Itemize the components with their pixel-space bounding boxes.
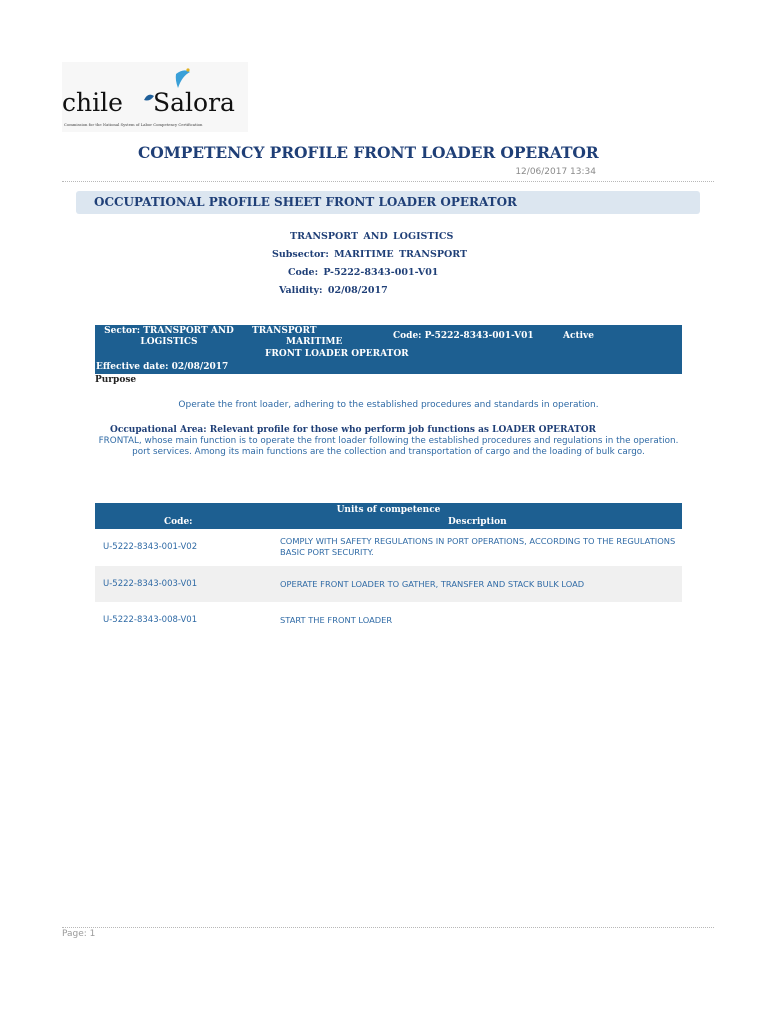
info-code-value: P-5222-8343-001-V01 xyxy=(323,267,439,278)
occupational-area-heading: Occupational Area: Relevant profile for those who perform job functions as LOADER OPERATOR xyxy=(110,425,597,435)
info-validity-value: 02/08/2017 xyxy=(327,285,388,296)
info-subsector-label: Subsector: xyxy=(272,249,329,260)
units-table-title: Units of competence xyxy=(336,505,441,515)
section-heading: OCCUPATIONAL PROFILE SHEET FRONT LOADER OPERATOR xyxy=(94,195,517,209)
units-description-header: Description xyxy=(448,517,507,527)
info-validity-label: Validity: xyxy=(279,285,323,296)
info-sector: TRANSPORT AND LOGISTICS xyxy=(290,231,454,242)
unit-description: START THE FRONT LOADER xyxy=(280,615,393,625)
logo-word-chile: chile xyxy=(62,88,123,117)
banner-sector-line1: Sector: TRANSPORT AND xyxy=(104,326,234,336)
banner-code: Code: P-5222-8343-001-V01 xyxy=(393,331,534,341)
purpose-text: Operate the front loader, adhering to the established procedures and standards in operation. xyxy=(178,400,599,410)
banner-status: Active xyxy=(563,331,594,341)
header-divider xyxy=(62,181,714,182)
purpose-label: Purpose xyxy=(95,375,137,385)
footer-divider xyxy=(62,927,714,928)
banner-profile-name: FRONT LOADER OPERATOR xyxy=(265,349,409,359)
banner-sector xyxy=(100,326,238,348)
unit-code: U-5222-8343-001-V02 xyxy=(103,542,198,552)
unit-description: COMPLY WITH SAFETY REGULATIONS IN PORT OPERATIONS, ACCORDING TO THE REGULATIONS BASIC PORT SECURITY. xyxy=(280,536,676,557)
units-code-header: Code: xyxy=(164,517,193,527)
info-code-label: Code: xyxy=(288,267,319,278)
unit-code: U-5222-8343-008-V01 xyxy=(103,615,198,625)
logo-tagline: Commission for the National System of Labor Competency Certification xyxy=(64,122,203,127)
banner-subsector-line2: MARITIME xyxy=(286,337,343,347)
info-subsector xyxy=(272,249,467,260)
page-number: Page: 1 xyxy=(62,929,96,939)
unit-description: OPERATE FRONT LOADER TO GATHER, TRANSFER AND STACK BULK LOAD xyxy=(280,579,585,589)
info-code xyxy=(288,267,438,278)
banner-sector-line2: LOGISTICS xyxy=(140,337,198,347)
banner-subsector-line1: TRANSPORT xyxy=(252,326,317,336)
unit-code: U-5222-8343-003-V01 xyxy=(103,579,198,589)
banner-effective-date: Effective date: 02/08/2017 xyxy=(96,362,229,372)
info-validity xyxy=(279,285,388,296)
print-date: 12/06/2017 13:34 xyxy=(515,167,596,177)
info-subsector-value: MARITIME TRANSPORT xyxy=(334,249,468,260)
page-title: COMPETENCY PROFILE FRONT LOADER OPERATOR xyxy=(138,143,599,162)
occupational-area-line1: FRONTAL, whose main function is to operate the front loader following the established procedures and regulations in the operation. xyxy=(98,436,679,446)
logo-word-salora: Salora xyxy=(153,88,235,117)
occupational-area-line2: port services. Among its main functions are the collection and transportation of cargo and the loading of bulk cargo. xyxy=(132,447,645,457)
